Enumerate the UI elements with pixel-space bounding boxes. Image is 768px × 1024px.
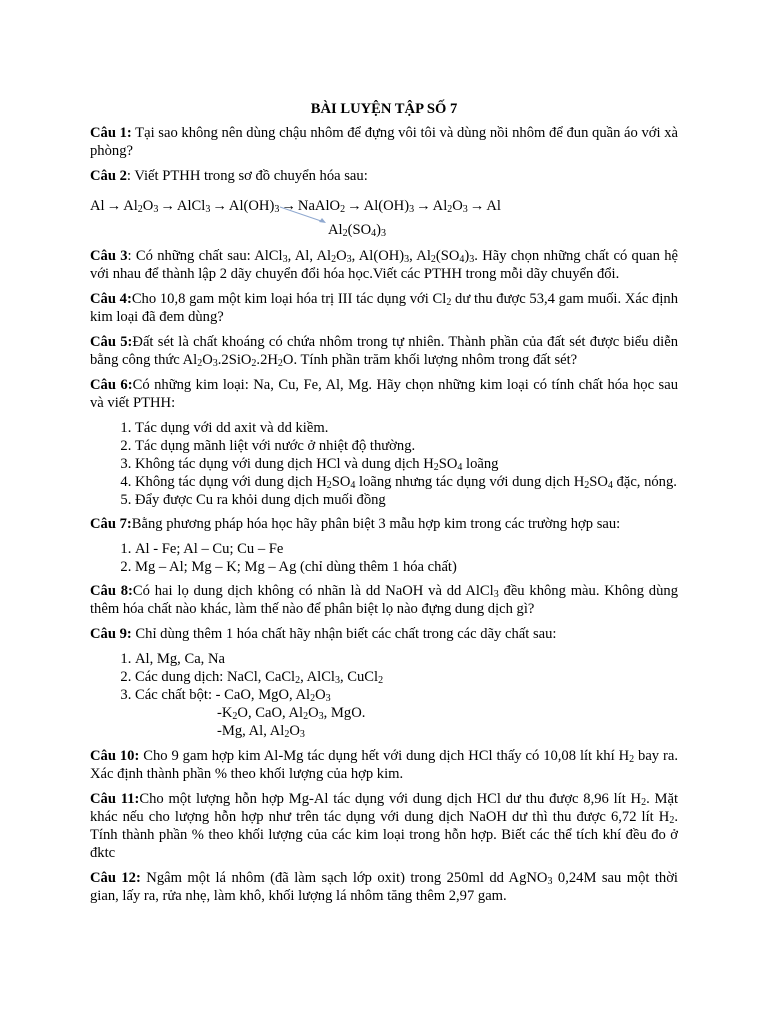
list-item: 4. Không tác dụng với dung dịch $H_2SO_4$ loãng nhưng tác dụng với dung dịch $H_2SO_4$ đặc, nóng. <box>135 473 678 491</box>
arrow-icon: → <box>469 198 485 214</box>
question-6 <box>90 376 678 412</box>
question-text: : Viết PTHH trong sơ đồ chuyển hóa sau: <box>126 168 368 184</box>
branch-arrow-icon <box>278 205 332 225</box>
question-1 <box>90 124 678 160</box>
worksheet <box>90 100 678 912</box>
question-text: Có hai lọ dung dịch không có nhãn là dd NaOH và dd AlCl$_3$ đều không màu. Không dùng thêm hóa chất nào khác, làm thế nào để phân biệt lọ nào đựng dung dịch gì? <box>90 583 678 617</box>
list-item: 1. Al - Fe; Al – Cu; Cu – Fe <box>135 540 678 558</box>
arrow-icon: → <box>347 198 362 214</box>
question-label: Câu 11: <box>90 791 140 807</box>
question-12 <box>90 869 678 905</box>
question-label: Câu 10: <box>90 748 140 764</box>
conversion-chain <box>90 197 678 215</box>
sub-item: -Mg, Al, $Al_2O_3$ <box>217 723 305 740</box>
question-label: Câu 2 <box>90 168 127 184</box>
conversion-branch <box>90 219 678 241</box>
question-label: Câu 6: <box>90 377 133 393</box>
question-label: Câu 4: <box>90 291 132 307</box>
list-item: 2. Mg – Al; Mg – K; Mg – Ag (chỉ dùng thêm 1 hóa chất) <box>135 558 678 576</box>
question-9-list <box>90 650 678 704</box>
question-text: Ngâm một lá nhôm (đã làm sạch lớp oxit) trong 250ml dd AgNO$_3$ 0,24M sau một thời gian, lấy ra, rửa nhẹ, làm khô, khối lượng lá nhôm tăng thêm 2,97 gam. <box>90 870 678 904</box>
question-6-list <box>90 419 678 509</box>
list-item: 2. Tác dụng mãnh liệt với nước ở nhiệt độ thường. <box>135 437 678 455</box>
list-item: 3. Các chất bột: - CaO, MgO, $Al_2O_3$ <box>135 686 678 704</box>
page-title: BÀI LUYỆN TẬP SỐ 7 <box>310 101 458 117</box>
chain-species: $Al_2O_3$ <box>123 198 159 215</box>
question-text: Cho 9 gam hợp kim Al-Mg tác dụng hết với dung dịch HCl thấy có 10,08 lít khí $H_2$ bay ra. Xác định thành phần % theo khối lượng của hợp kim. <box>90 748 678 782</box>
chain-species: NaAlO$_2$ <box>297 198 346 215</box>
list-item: 3. Không tác dụng với dung dịch HCl và dung dịch $H_2SO_4$ loãng <box>135 455 678 473</box>
question-8 <box>90 582 678 618</box>
chain-species: Al <box>486 198 501 214</box>
question-text: Chỉ dùng thêm 1 hóa chất hãy nhận biết các chất trong các dãy chất sau: <box>131 626 557 642</box>
question-text: Tại sao không nên dùng chậu nhôm để đựng vôi tôi và dùng nồi nhôm để đun quần áo với xà phòng? <box>90 125 678 159</box>
list-item: 2. Các dung dịch: NaCl, CaCl$_2$, AlCl$_3$, CuCl$_2$ <box>135 668 678 686</box>
question-9 <box>90 625 678 643</box>
list-item: 1. Tác dụng với dd axit và dd kiềm. <box>135 419 678 437</box>
question-label: Câu 9: <box>90 626 132 642</box>
question-text: Cho 10,8 gam một kim loại hóa trị III tác dụng với $Cl_2$ dư thu được 53,4 gam muối. Xác định kim loại đã đem dùng? <box>90 291 678 325</box>
chain-species: $Al(OH)_3$ <box>363 198 415 215</box>
sub-item: $-K_2O$, CaO, $Al_2O_3$, MgO. <box>217 705 366 722</box>
chain-species: $Al_2O_3$ <box>432 198 468 215</box>
branch-product: $Al_2(SO_4)_3$ <box>328 222 386 239</box>
question-label: Câu 12: <box>90 870 141 886</box>
chain-species: Al <box>90 198 105 214</box>
question-7 <box>90 515 678 533</box>
list-item: 1. Al, Mg, Ca, Na <box>135 650 678 668</box>
chain-species: AlCl$_3$ <box>176 198 211 215</box>
question-7-list <box>90 540 678 576</box>
question-label: Câu 3 <box>90 248 128 264</box>
question-label: Câu 1: <box>90 125 132 141</box>
question-text: Bằng phương pháp hóa học hãy phân biệt 3 mẫu hợp kim trong các trường hợp sau: <box>131 516 621 532</box>
arrow-icon: → <box>106 198 122 214</box>
question-3 <box>90 247 678 283</box>
question-text: : Có những chất sau: AlCl$_3$, Al, $Al_2O_3$, $Al(OH)_3$, $Al_2(SO_4)_3$. Hãy chọn những chất có quan hệ với nhau để thành lập 2 dãy chuyển đổi hóa học.Viết các PTHH trong mỗi dãy chuyển đổi. <box>90 248 678 282</box>
arrow-icon: → <box>160 198 175 214</box>
question-text: Cho một lượng hỗn hợp Mg-Al tác dụng với dung dịch HCl dư thu được 8,96 lít $H_2$. Mặt khác nếu cho lượng hỗn hợp như trên tác dụng với dung dịch NaOH dư thì thu được 6,72 lít $H_2$. Tính thành phần % theo khối lượng của các kim loại trong hỗn hợp. Biết các thể tích khí đều đo ở đktc <box>90 791 679 861</box>
question-text: Đất sét là chất khoáng có chứa nhôm trong tự nhiên. Thành phần của đất sét được biểu diễn bằng công thức $Al_2O_3.2SiO_2.2H_2O$. Tính phần trăm khối lượng nhôm trong đất sét? <box>90 334 678 369</box>
question-5 <box>90 333 678 369</box>
question-label: Câu 5: <box>90 334 133 350</box>
arrow-icon: → <box>281 198 296 214</box>
question-11 <box>90 790 678 862</box>
question-label: Câu 7: <box>90 516 132 532</box>
list-item: 5. Đẩy được Cu ra khỏi dung dịch muối đồng <box>135 491 678 509</box>
question-text: Có những kim loại: Na, Cu, Fe, Al, Mg. Hãy chọn những kim loại có tính chất hóa học sau và viết PTHH: <box>90 377 679 411</box>
question-10 <box>90 747 678 783</box>
chain-species: $Al(OH)_3$ <box>228 198 280 215</box>
question-2 <box>90 167 678 185</box>
arrow-icon: → <box>416 198 431 214</box>
question-4 <box>90 290 678 326</box>
arrow-icon: → <box>212 198 227 214</box>
question-label: Câu 8: <box>90 583 133 599</box>
